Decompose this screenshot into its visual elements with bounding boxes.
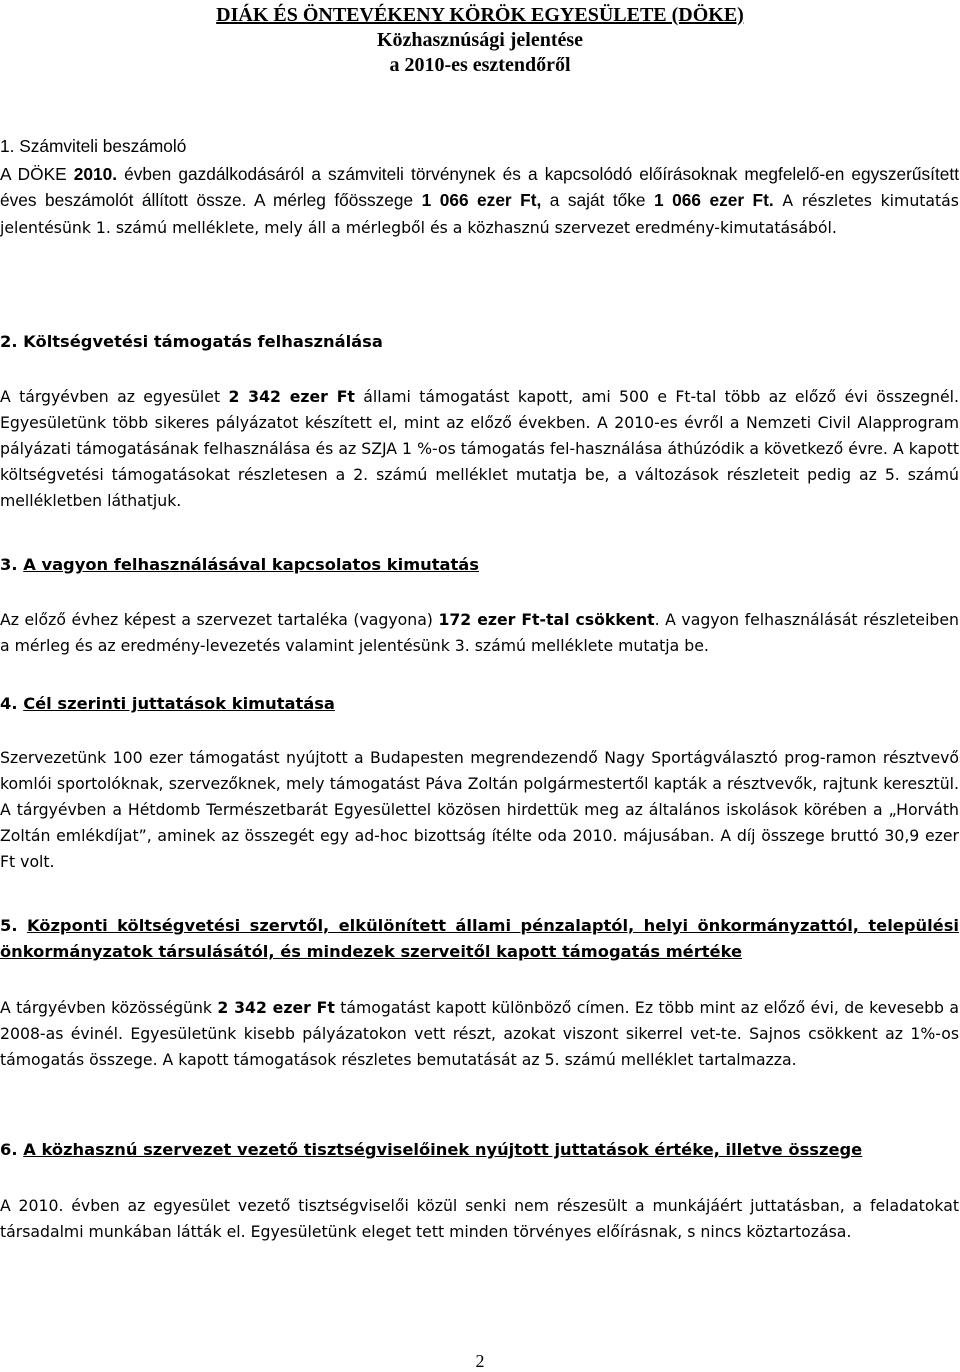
section-4-number: 4. xyxy=(0,694,24,713)
section-4-heading xyxy=(0,691,959,717)
section-3-text: . A vagyon felhasználását részleteiben a mérleg és az eredmény-levezetés valamint jelentésünk 3. számú melléklete mutatja be. xyxy=(0,610,959,655)
section-3-text: Az előző évhez képest a szervezet tartaléka (vagyona) xyxy=(0,610,439,629)
section-1-year: 2010. xyxy=(73,164,118,184)
page-number: 2 xyxy=(475,1351,485,1371)
section-3-amount: 172 ezer Ft-tal csökkent xyxy=(438,610,655,629)
section-2-heading xyxy=(0,329,959,355)
section-6-number: 6. xyxy=(0,1140,24,1159)
section-1-paragraph xyxy=(0,161,959,241)
section-1-equity: 1 066 ezer Ft. xyxy=(654,190,774,210)
section-1-text: évben gazdálkodásáról a számviteli törvénynek és a kapcsolódó előírásoknak megfelelő-en egyszerűsített éves beszámolót állított össze. A mérleg főösszege xyxy=(0,164,959,210)
section-1-heading-text: 1. Számviteli beszámoló xyxy=(0,136,187,156)
section-2-text: A tárgyévben az egyesület xyxy=(0,387,229,406)
section-3-number: 3. xyxy=(0,555,24,574)
section-5-amount: 2 342 ezer Ft xyxy=(217,998,335,1017)
section-2-heading-text: 2. Költségvetési támogatás felhasználása xyxy=(0,332,383,351)
section-5-text: A tárgyévben közösségünk xyxy=(0,998,218,1017)
report-header xyxy=(0,3,960,78)
section-2-text: állami támogatást kapott, ami 500 e Ft-tal több az előző évi összegnél. Egyesületünk több sikeres pályázatot készített el, mint az előző években. A 2010-es évről a Nemzeti Civil Alapprogram pályázati támogatásának felhasználása és az SZJA 1 %-os támogatás fel-használása áthúzódik a következő évre. A kapott költségvetési támogatásokat részletesen a 2. számú melléklet mutatja be, a változások részleteit pedig az 5. számú mellékletben láthatjuk. xyxy=(0,387,959,510)
report-subtitle: Közhasznúsági jelentése xyxy=(376,29,584,51)
section-5-title: Központi költségvetési szervtől, elkülönített állami pénzalaptól, helyi önkormányzattól, települési önkormányzatok társulásától, és mindezek szerveitől kapott támogatás mértéke xyxy=(0,916,959,961)
section-5-heading xyxy=(0,913,959,965)
section-3-title: A vagyon felhasználásával kapcsolatos kimutatás xyxy=(23,555,479,574)
section-6-title: A közhasznú szervezet vezető tisztségviselőinek nyújtott juttatások értéke, illetve összege xyxy=(23,1140,863,1159)
section-5-text: támogatást kapott különböző címen. Ez több mint az előző évi, de kevesebb a 2008-as évinél. Egyesületünk kisebb pályázatokon vett részt, azokat viszont sikerrel vet-te. Sajnos csökkent az 1%-os támogatás összege. A kapott támogatások részletes bemutatását az 5. számú melléklet tartalmazza. xyxy=(0,998,959,1069)
section-6-heading xyxy=(0,1137,959,1163)
section-5-number: 5. xyxy=(0,916,27,935)
section-4-paragraph: Szervezetünk 100 ezer támogatást nyújtott a Budapesten megrendezendő Nagy Sportágválasztó prog-ramon résztvevő komlói sportolóknak, szervezőknek, mely támogatást Páva Zoltán polgármestertől kapták a résztvevők, rajtunk keresztül. A tárgyévben a Hétdomb Természetbarát Egyesülettel közösen hirdettük meg az általános iskolások körében a „Horváth Zoltán emlékdíjat”, aminek az összegét egy ad-hoc bizottság ítélte oda 2010. májusában. A díj összege bruttó 30,9 ezer Ft volt. xyxy=(0,748,959,871)
section-3-heading xyxy=(0,552,959,578)
section-6-paragraph: A 2010. évben az egyesület vezető tisztségviselői közül senki nem részesült a munkájáért juttatásban, a feladatokat társadalmi munkában látták el. Egyesületünk eleget tett minden törvényes előírásnak, s nincs köztartozása. xyxy=(0,1196,959,1241)
section-1-text: A részletes kimutatás jelentésünk 1. számú melléklete, mely áll a mérlegből és a közhasznú szervezet eredmény-kimutatásából. xyxy=(0,191,959,237)
section-1-text: A DÖKE xyxy=(0,164,74,184)
section-3-paragraph xyxy=(0,607,959,659)
section-2-paragraph xyxy=(0,384,959,514)
section-2-amount: 2 342 ezer Ft xyxy=(228,387,355,406)
section-1-balance-total: 1 066 ezer Ft, xyxy=(421,190,542,210)
organization-title: DIÁK ÉS ÖNTEVÉKENY KÖRÖK EGYESÜLETE (DÖKE) xyxy=(216,4,744,26)
section-4-title: Cél szerinti juttatások kimutatása xyxy=(23,694,335,713)
section-5-paragraph xyxy=(0,995,959,1073)
section-1-heading xyxy=(0,133,959,159)
section-1-text: a saját tőke xyxy=(541,190,655,210)
report-period: a 2010-es esztendőről xyxy=(389,54,571,76)
